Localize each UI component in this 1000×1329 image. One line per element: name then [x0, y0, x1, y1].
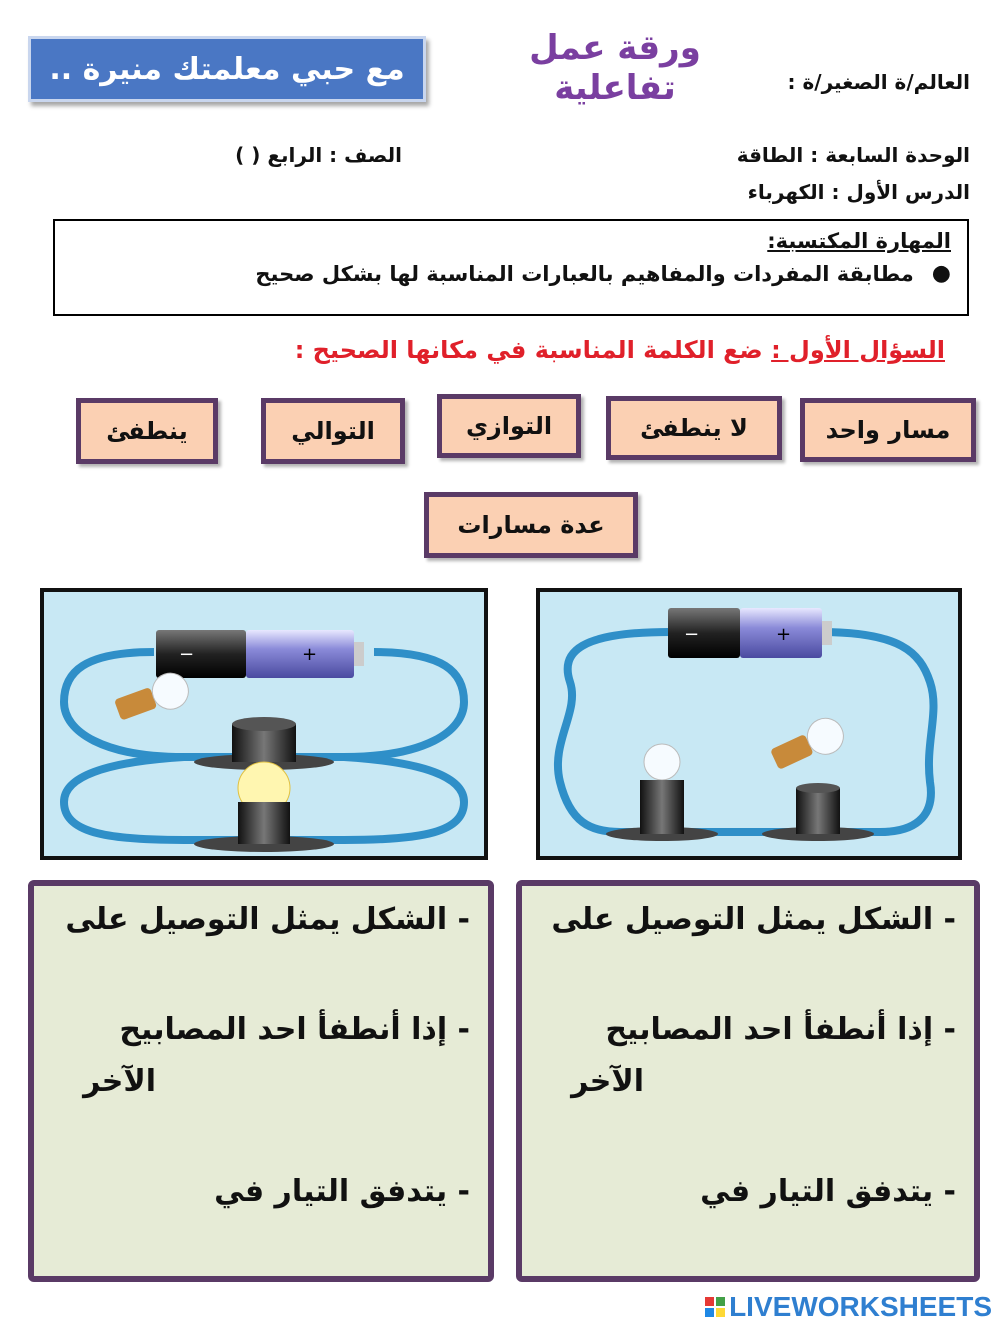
word-card[interactable]: التوازي: [437, 394, 581, 458]
answer-line[interactable]: - يتدفق التيار في: [214, 1174, 470, 1209]
unit-label: الوحدة السابعة : الطاقة: [736, 143, 970, 167]
word-card[interactable]: لا ينطفئ: [606, 396, 782, 460]
answer-line[interactable]: - الشكل يمثل التوصيل على: [551, 902, 956, 937]
word-card[interactable]: عدة مسارات: [424, 492, 638, 558]
svg-text:+: +: [776, 624, 792, 645]
lesson-label: الدرس الأول : الكهرباء: [747, 180, 970, 204]
student-name-label: العالم/ة الصغير/ة :: [787, 70, 970, 94]
logo-text: LIVEWORKSHEETS: [729, 1291, 992, 1322]
skill-title: المهارة المكتسبة:: [767, 229, 951, 253]
question-head: السؤال الأول :: [771, 336, 945, 364]
light-bulb-icon: [112, 668, 194, 727]
answer-box-left: [28, 880, 494, 1282]
grade-label: الصف : الرابع ( ): [235, 143, 402, 167]
liveworksheets-logo: [705, 1291, 992, 1323]
word-card[interactable]: التوالي: [261, 398, 405, 464]
skill-text: مطابقة المفردات والمفاهيم بالعبارات المناسبة لها بشكل صحيح: [255, 261, 914, 286]
skill-item: [71, 261, 951, 286]
answer-line[interactable]: الآخر: [83, 1064, 156, 1099]
answer-line[interactable]: - إذا أنطفأ احد المصابيح: [119, 1012, 470, 1047]
bullet-icon: ●: [931, 261, 951, 286]
answer-line[interactable]: - إذا أنطفأ احد المصابيح: [605, 1012, 956, 1047]
word-card[interactable]: ينطفئ: [76, 398, 218, 464]
bulb-holder-icon: [606, 744, 718, 841]
word-card[interactable]: مسار واحد: [800, 398, 976, 462]
series-circuit-diagram: [540, 592, 958, 856]
light-bulb-icon: [767, 712, 849, 776]
battery-icon: [668, 608, 832, 658]
svg-text:−: −: [179, 644, 195, 665]
svg-text:+: +: [302, 644, 318, 665]
wire: [558, 632, 934, 832]
answer-box-right: [516, 880, 980, 1282]
svg-text:−: −: [684, 624, 700, 645]
series-circuit-panel: [536, 588, 962, 860]
skill-box: [53, 219, 969, 316]
question-text: ضع الكلمة المناسبة في مكانها الصحيح :: [294, 336, 772, 364]
parallel-circuit-panel: [40, 588, 488, 860]
worksheet-title: ورقة عمل تفاعلية: [529, 28, 701, 108]
question-1: [295, 336, 945, 364]
logo-grid-icon: [705, 1297, 725, 1317]
answer-line[interactable]: الآخر: [571, 1064, 644, 1099]
lit-bulb-icon: [194, 762, 334, 852]
parallel-circuit-diagram: [44, 592, 484, 856]
teacher-banner: مع حبي معلمتك منيرة ..: [28, 36, 426, 102]
battery-icon: [156, 630, 364, 678]
bulb-holder-icon: [762, 783, 874, 841]
answer-line[interactable]: - يتدفق التيار في: [700, 1174, 956, 1209]
answer-line[interactable]: - الشكل يمثل التوصيل على: [65, 902, 470, 937]
